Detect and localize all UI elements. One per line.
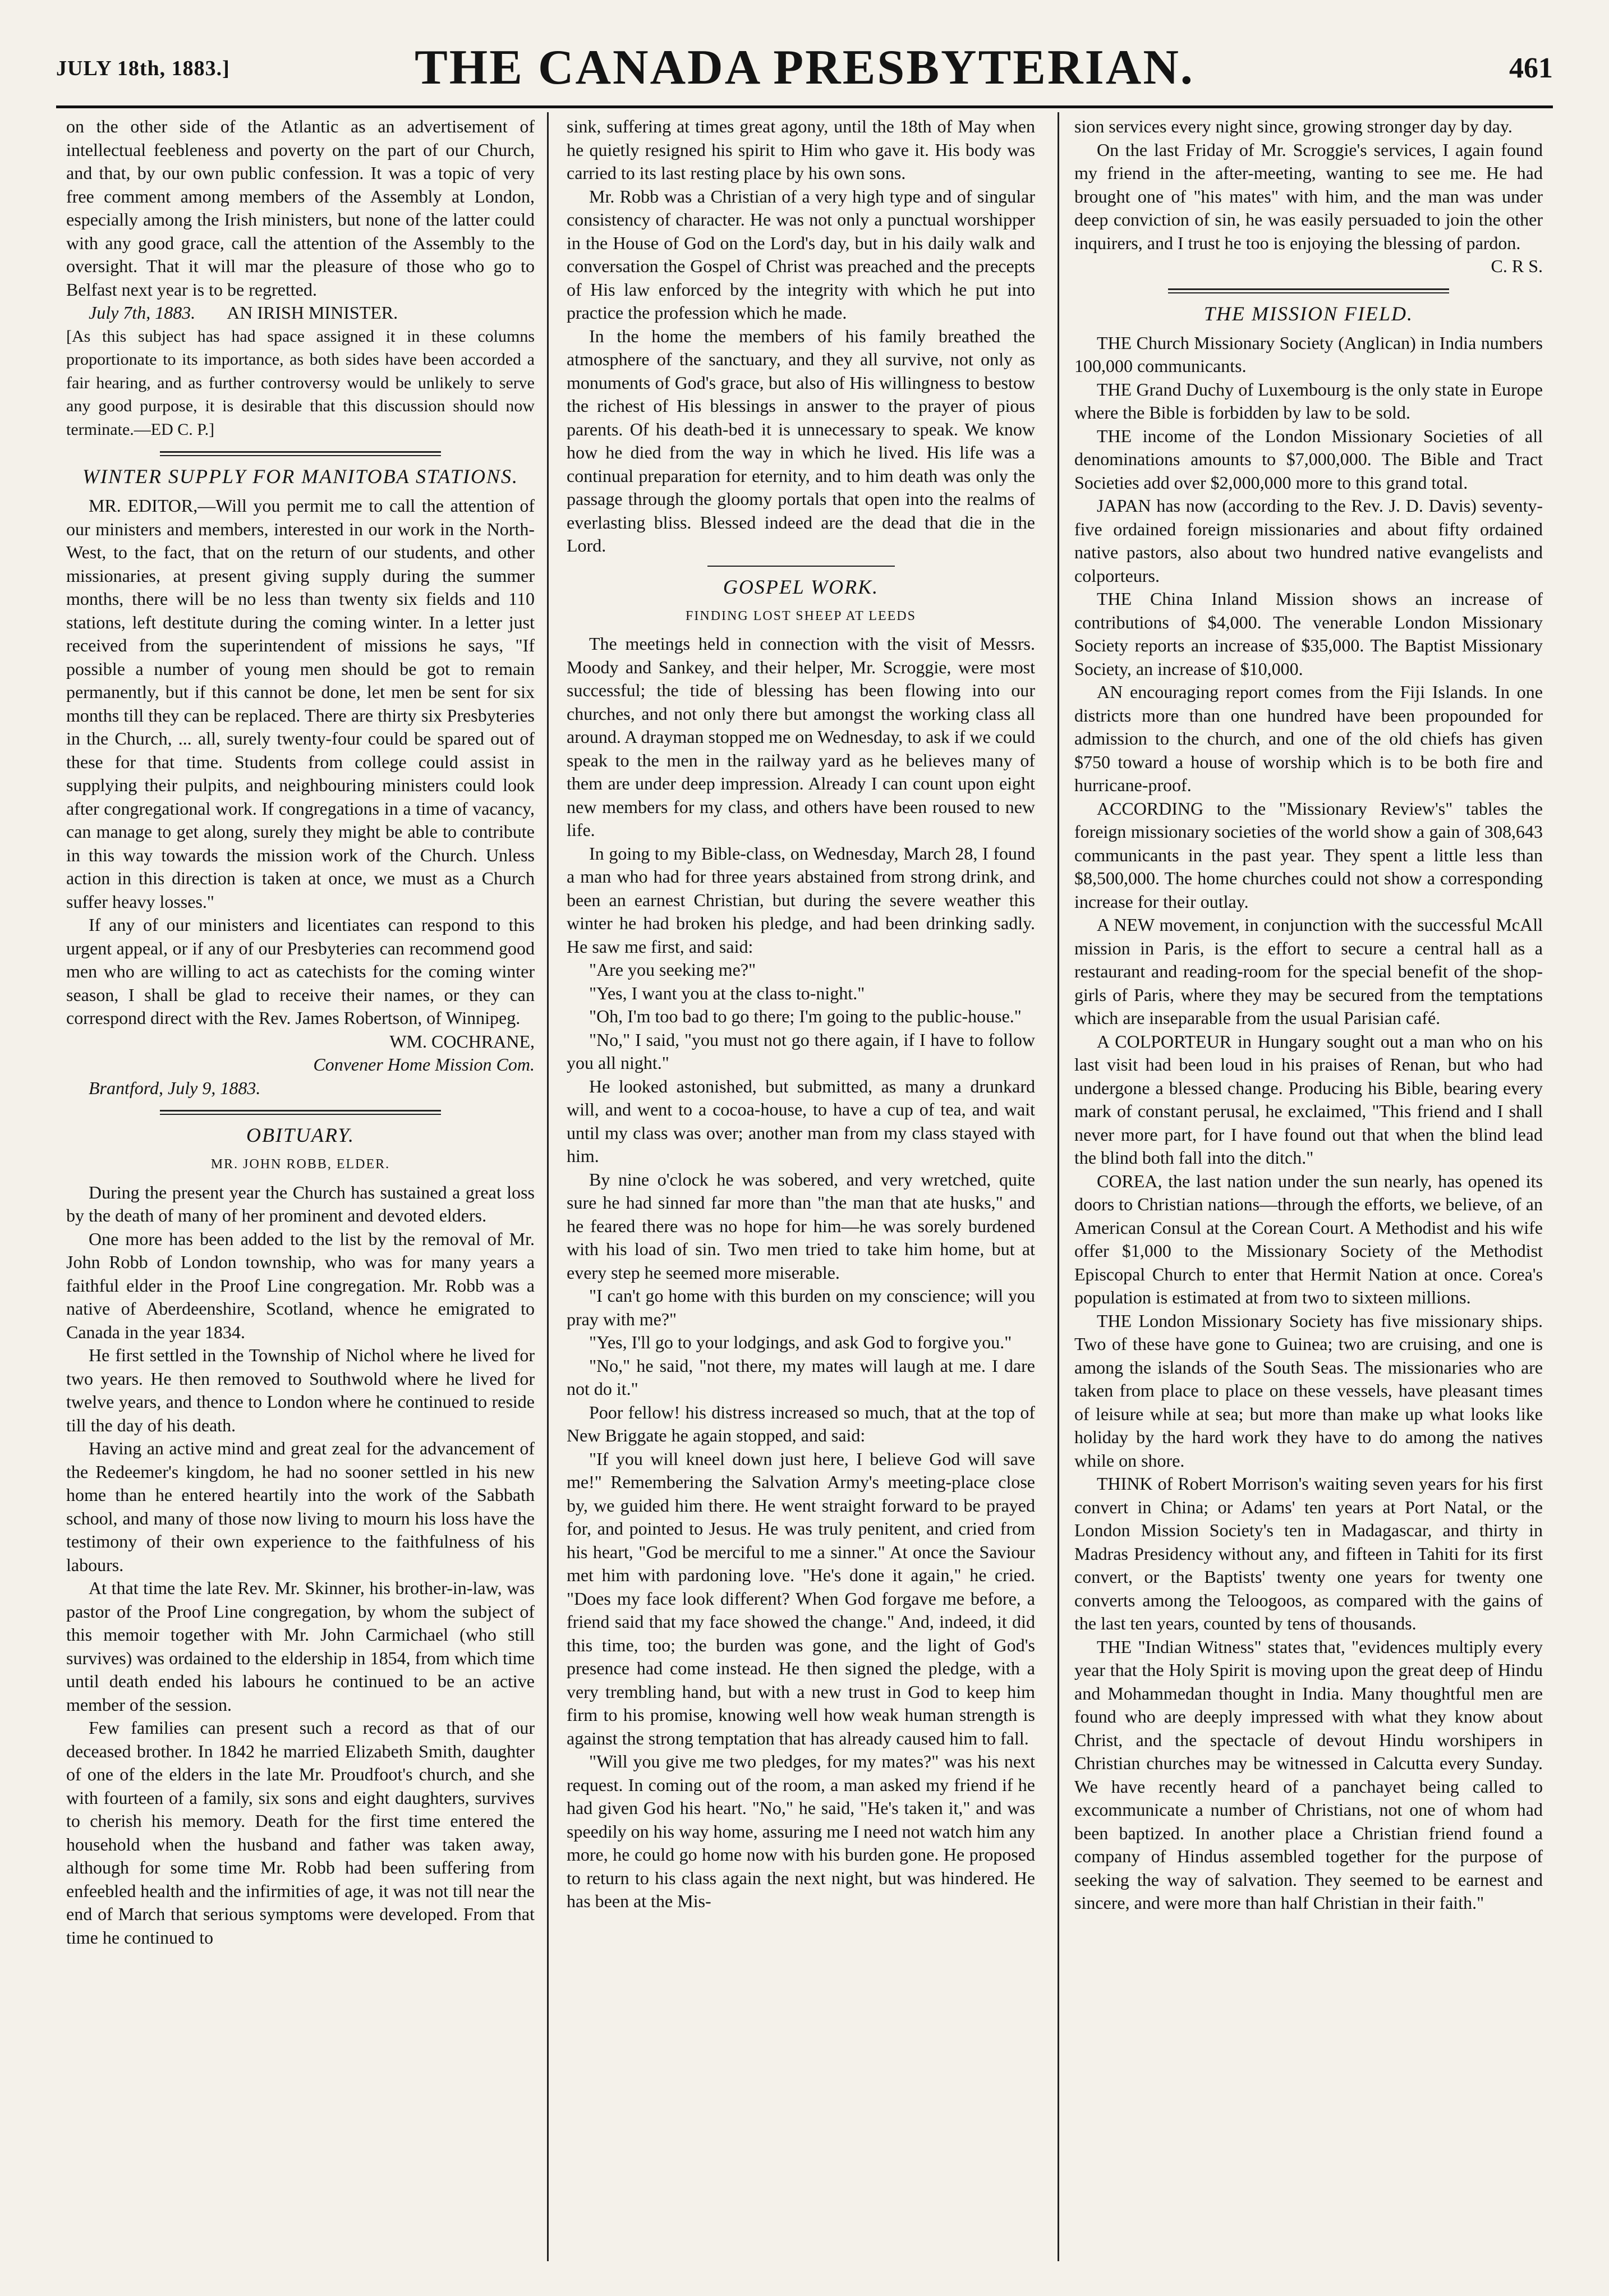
paragraph: He first settled in the Township of Nichol where he lived for two years. He then removed to Southwold where he lived for twelve years, and thence to London where he continued to reside till the day of his death. [66,1345,535,1435]
paragraph: sion services every night since, growing stronger day by day. [1074,116,1513,136]
paragraph: If any of our ministers and licentiates can respond to this urgent appeal, or if any of our Presbyteries can recommend good men who are willing to act as catechists for the coming winter season, I shall be glad to receive their names, or they can correspond direct with the Rev. James Robertson, of Winnipeg. [66,915,535,1028]
paragraph: THINK of Robert Morrison's waiting seven years for his first convert in China; or Adams' ten years at Port Natal, or the London Mission Society's ten in Madagascar, and thirty in Madras Presidency without any, and fifteen in Tahiti for its first convert, or the Baptists' twenty one years for twenty one converts among the Teloogoos, as compared with the gains of the last ten years, counted by tens of thousands. [1074,1473,1543,1633]
paragraph: THE income of the London Missionary Societies of all denominations amounts to $7,000,000. The Bible and Tract Societies add over $2,000,000 more to this grand total. [1074,425,1543,493]
column-divider [547,112,549,2261]
paragraph: on the other side of the Atlantic as an advertisement of intellectual feebleness and poverty on the part of our Church, and that, by our own public confession. It was a topic of very free comment among members of the Assembly at London, especially among the Irish ministers, but none of the latter could with any good grace, call the attention of the Assembly to the oversight. That it will mar the pleasure of those who go to Belfast next year is to be regretted. [66,116,535,300]
signature-name: C. R S. [1491,256,1543,276]
section-title: GOSPEL WORK. [723,575,879,598]
paragraph: THE "Indian Witness" states that, "evidences multiply every year that the Holy Spirit is moving upon the great deep of Hindu and Mohammedan thought in India. Many thoughtful men are found who are deeply impressed with what they know about Christ, and the spectacle of devout Hindu worshipers in Christian churches may be witnessed in Calcutta every Sunday. We have recently heard of a panchayet being called to excommunicate a number of Christians, not one of whom had been baptized. In another place a Christian friend found a company of Hindus assembled together for the purpose of seeking the way of salvation. They seemed to be earnest and sincere, and were more than half Christian in their faith." [1074,1636,1543,1913]
signature-name: AN IRISH MINISTER. [227,302,398,323]
paragraph: By nine o'clock he was sobered, and very wretched, quite sure he had sinned far more than "the man that ate husks," and he feared there was no hope for him—he was sorely burdened with his load of sin. Two men tried to take him home, but at every step he seemed more miserable. [567,1169,1035,1283]
paragraph: A COLPORTEUR in Hungary sought out a man who on his last visit had been loud in his praises of Renan, but who had undergone a blessed change. Producing his Bible, bearing every mark of constant perusal, he exclaimed, "This friend and I shall never more part, for I have found out that when the blind lead the blind both fall into the ditch." [1074,1031,1543,1168]
paragraph: In the home the members of his family breathed the atmosphere of the sanctuary, and they all survive, not only as monuments of God's grace, but also of His willingness to bestow the richest of His blessings in answer to the prayer of pious parents. Of his death-bed it is unnecessary to speak. We know how he died from the way in which he lived. His life was a continual preparation for eternity, and to him death was only the passage through the gloomy portals that open into the realms of everlasting bliss. Blessed indeed are the dead that die in the Lord. [567,325,1035,555]
paragraph: He looked astonished, but submitted, as many a drunkard will, and went to a cocoa-house, to have a cup of tea, and wait until my class was over; another man from my class stayed with him. [567,1076,1035,1166]
section-rule [160,1110,441,1115]
signature-place: Brantford, July 9, 1883. [89,1077,261,1098]
paragraph: "Yes, I'll go to your lodgings, and ask God to forgive you." [589,1332,1012,1352]
paragraph: sink, suffering at times great agony, until the 18th of May when he quietly resigned his spirit to Him who gave it. His body was carried to its last resting place by his own sons. [567,116,1035,183]
paragraph: At that time the late Rev. Mr. Skinner, his brother-in-law, was pastor of the Proof Line congregation, by whom the subject of this memoir together with Mr. John Carmichael (who still survives) was ordained to the eldership in 1854, from which time until death ended his labours he continued to be an active member of the session. [66,1578,535,1715]
column-2 [567,115,1035,2264]
section-subtitle: MR. JOHN ROBB, ELDER. [210,1157,390,1172]
paragraph: Few families can present such a record as that of our deceased brother. In 1842 he married Elizabeth Smith, daughter of one of the elders in the late Mr. Proudfoot's church, and she with fourteen of a family, six sons and eight daughters, survives to cherish his memory. Death for the first time entered the household when the husband and father was taken away, although for some time Mr. Robb had been suffering from enfeebled health and the infirmities of age, it was not till near the end of March that serious symptoms were developed. From that time he continued to [66,1718,535,1948]
paragraph: The meetings held in connection with the visit of Messrs. Moody and Sankey, and their helper, Mr. Scroggie, were most successful; the tide of blessing has been flowing into our churches, and not only there but amongst the working class all around. A drayman stopped me on Wednesday, to ask if we could speak to the men in the railway yard as he believes many of them are under deep impression. Already I can count upon eight new members for my class, and others have been roused to new life. [567,633,1035,840]
section-title: WINTER SUPPLY FOR MANITOBA STATIONS. [82,465,518,488]
paragraph: "No," he said, "not there, my mates will laugh at me. I dare not do it." [567,1355,1035,1399]
section-rule [160,451,441,456]
paragraph: On the last Friday of Mr. Scroggie's services, I again found my friend in the after-meeting, wanting to see me. He had brought one of "his mates" with him, and the man was under deep conviction of sin, he was easily persuaded to join the other inquirers, and I trust he too is enjoying the blessing of pardon. [1074,139,1543,253]
paragraph: In going to my Bible-class, on Wednesday, March 28, I found a man who had for three years abstained from strong drink, and been an earnest Christian, but during the severe weather this winter he had broken his pledge, and had been drinking sadly. He saw me first, and said: [567,843,1035,957]
paragraph: Having an active mind and great zeal for the advancement of the Redeemer's kingdom, he had no sooner settled in his new home than he entered heartily into the work of the Sabbath school, and many of those now living to mourn his loss have the testimony of their own experience to the faithfulness of his labours. [66,1438,535,1575]
page-header [56,39,1553,101]
masthead-title: THE CANADA PRESBYTERIAN. [415,40,1194,95]
column-divider [1058,112,1059,2261]
paragraph: THE Grand Duchy of Luxembourg is the only state in Europe where the Bible is forbidden by law to be sold. [1074,379,1543,423]
paragraph: "I can't go home with this burden on my conscience; will you pray with me?" [567,1285,1035,1329]
paragraph: "No," I said, "you must not go there again, if I have to follow you all night." [567,1029,1035,1073]
signature-line [66,301,535,325]
signature-name: WM. COCHRANE, [389,1031,535,1051]
column-1 [66,115,535,2264]
signature-title: Convener Home Mission Com. [313,1054,535,1074]
editor-note: [As this subject has had space assigned it in these columns proportionate to its importance, as both sides have been accorded a fair hearing, and as further controversy would be unlikely to serve any good purpose, it is desirable that this discussion should now terminate.—ED C. P.] [66,327,535,439]
section-title: THE MISSION FIELD. [1204,302,1413,325]
paragraph: "Yes, I want you at the class to-night." [589,982,865,1003]
paragraph: During the present year the Church has sustained a great loss by the death of many of her prominent and devoted elders. [66,1182,535,1225]
paragraph: Mr. Robb was a Christian of a very high type and of singular consistency of character. He was not only a punctual worshipper in the House of God on the Lord's day, but in his daily walk and conversation the Gospel of Christ was preached and the precepts of His law enforced by the integrity with which he put into practice the profession which he made. [567,186,1035,323]
signature-date: July 7th, 1883. [89,302,196,323]
paragraph: ACCORDING to the "Missionary Review's" tables the foreign missionary societies of the world show a gain of 308,643 communicants in the past year. They spent a little less than $8,500,000. The home churches could not show a corresponding increase for their outlay. [1074,798,1543,912]
paragraph: THE China Inland Mission shows an increase of contributions of $4,000. The venerable London Missionary Society reports an increase of $35,000. The Baptist Missionary Society, an increase of $10,000. [1074,589,1543,679]
page-number: 461 [1509,52,1553,84]
paragraph: COREA, the last nation under the sun nearly, has opened its doors to Christian nations—through the efforts, we believe, of an American Consul at the Corean Court. A Methodist and his wife offer $1,000 to the Missionary Society of the Methodist Episcopal Church to enter that Hermit Nation at once. Corea's population is estimated at from two to sixteen millions. [1074,1170,1543,1307]
paragraph: "Are you seeking me?" [589,959,756,980]
header-rule [56,105,1553,108]
paragraph: "Oh, I'm too bad to go there; I'm going to the public-house." [589,1006,1022,1026]
paragraph: AN encouraging report comes from the Fiji Islands. In one districts more than one hundred have been propounded for admission to the church, and one of the old chiefs has given $750 toward a house of worship which is to be both fire and hurricane-proof. [1074,682,1543,795]
section-subtitle: FINDING LOST SHEEP AT LEEDS [686,608,916,623]
paragraph: A NEW movement, in conjunction with the successful McAll mission in Paris, is the effort to secure a central hall as a restaurant and reading-room for the special benefit of the shop-girls of Paris, where they may be secured from the temptations which are inseparable from the usual Parisian café. [1074,915,1543,1028]
column-3 [1074,115,1543,2264]
paragraph: One more has been added to the list by the removal of Mr. John Robb of London township, who was for many years a faithful elder in the Proof Line congregation. Mr. Robb was a native of Aberdeenshire, Scotland, whence he emigrated to Canada in the year 1834. [66,1228,535,1342]
paragraph: THE London Missionary Society has five missionary ships. Two of these have gone to Guinea; two are cruising, and one is among the islands of the South Seas. The missionaries who are taken from place to place on these vessels, have pleasant times of leisure while at sea; but more than make up what looks like holiday by the hard work they have to do among the natives while on shore. [1074,1310,1543,1471]
paragraph: THE Church Missionary Society (Anglican) in India numbers 100,000 communicants. [1074,332,1543,376]
paragraph: JAPAN has now (according to the Rev. J. D. Davis) seventy-five ordained foreign missionaries and about fifty ordained native pastors, also about two hundred native evangelists and colporteurs. [1074,495,1543,586]
section-rule [707,566,895,567]
issue-date: JULY 18th, 1883.] [56,57,230,80]
section-title: OBITUARY. [246,1124,355,1146]
paragraph: "Will you give me two pledges, for my mates?" was his next request. In coming out of the room, a man asked my friend if he had given God his heart. "No," he said, "He's taken it," and was speedily on his way home, assuring me I need not watch him any more, he could go home now with his burden gone. He proposed to return to his class again the next night, but was hindered. He has been at the Mis- [567,1751,1035,1911]
paragraph: MR. EDITOR,—Will you permit me to call the attention of our ministers and members, interested in our work in the North-West, to the fact, that on the return of our students, and other missionaries, at present giving supply during the summer months, there will be no less than twenty six fields and 110 stations, left destitute during the coming winter. In a letter just received from the superintendent of missions he says, "If possible a number of young men should be got to remain permanently, but if this cannot be done, let men be sent for six months till they can be replaced. There are thirty six Presbyteries in the Church, ... all, surely twenty-four could be spared out of these for that time. Students from college could assist in supplying their pulpits, and neighbouring ministers could look after congregational work. If congregations in a time of vacancy, can manage to get along, surely they might be able to contribute in this way towards the mission work of the Church. Unless action in this direction is taken at once, we must as a Church suffer heavy losses." [66,495,535,912]
section-rule [1168,288,1449,293]
paragraph: "If you will kneel down just here, I believe God will save me!" Remembering the Salvation Army's meeting-place close by, we guided him there. He went straight forward to be prayed for, and pointed to Jesus. He was truly penitent, and cried from his heart, "God be merciful to me a sinner." At once the Saviour met him with pardoning love. "He's done it again," he cried. "Does my face look different? When God forgave me before, a friend said that my face showed the change." And, indeed, it did this time, too; the burden was gone, and the light of God's presence had come instead. He then signed the pledge, with a very trembling hand, but with a new trust in God to keep him firm to his promise, knowing well how weak human strength is against the strong temptation that has already caused him to fall. [567,1448,1035,1748]
paragraph: Poor fellow! his distress increased so much, that at the top of New Briggate he again stopped, and said: [567,1402,1035,1445]
